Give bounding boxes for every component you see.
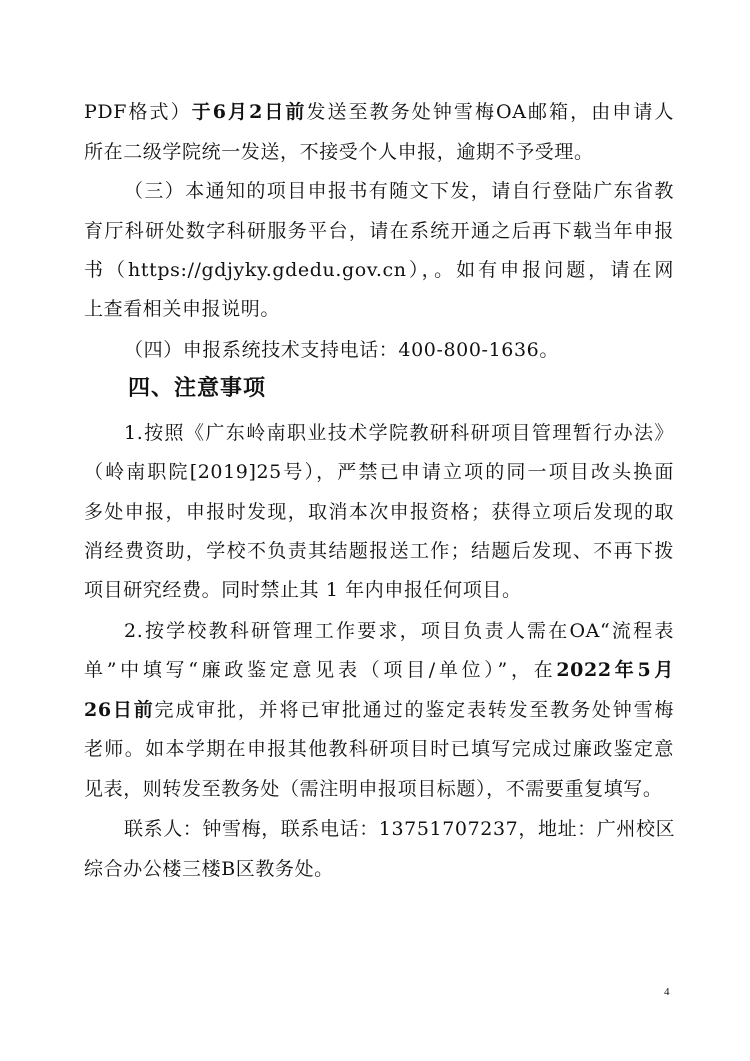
paragraph-line: 育厅科研处数字科研服务平台，请在系统开通之后再下载当年申报 — [84, 220, 674, 242]
bold-deadline: 于6月2日前 — [191, 101, 307, 123]
paragraph-line: 消经费资助，学校不负责其结题报送工作；结题后发现、不再下拨 — [84, 540, 674, 562]
paragraph-line: 上查看相关申报说明。 — [84, 298, 281, 320]
paragraph-line: 书（https://gdjyky.gdedu.gov.cn），。如有申报问题，请在网 — [84, 259, 674, 281]
section-heading: 四、注意事项 — [128, 376, 267, 401]
text-run: PDF格式） — [84, 101, 192, 123]
paragraph-line: 所在二级学院统一发送，不接受个人申报，逾期不予受理。 — [84, 141, 594, 163]
paragraph-line: （四）申报系统技术支持电话：400-800-1636。 — [124, 339, 559, 361]
text-run: 发送至教务处钟雪梅OA邮箱，由申请人 — [306, 101, 674, 123]
paragraph-line: 见表，则转发至教务处（需注明申报项目标题），不需要重复填写。 — [84, 778, 663, 800]
contact-line: 综合办公楼三楼B区教务处。 — [84, 858, 334, 880]
paragraph-line: 项目研究经费。同时禁止其 1 年内申报任何项目。 — [84, 579, 522, 601]
paragraph-line: 1.按照《广东岭南职业技术学院教研科研项目管理暂行办法》 — [124, 422, 674, 444]
paragraph-line: 2.按学校教科研管理工作要求，项目负责人需在OA“流程表 — [124, 620, 674, 642]
page-number: 4 — [664, 986, 670, 998]
bold-deadline: 2022年5月 — [556, 659, 674, 681]
text-run: 单”中填写“廉政鉴定意见表（项目/单位）”，在 — [84, 659, 557, 681]
bold-deadline: 26日前 — [84, 699, 155, 721]
paragraph-line: （岭南职院[2019]25号），严禁已申请立项的同一项目改头换面 — [84, 461, 674, 483]
paragraph-line: 多处申报，申报时发现，取消本次申报资格；获得立项后发现的取 — [84, 501, 674, 523]
contact-line: 联系人：钟雪梅，联系电话：13751707237，地址：广州校区 — [124, 818, 676, 840]
paragraph-line — [84, 100, 674, 124]
paragraph-line: （三）本通知的项目申报书有随文下发，请自行登陆广东省教 — [124, 180, 674, 202]
paragraph-line — [84, 698, 674, 722]
text-run: 完成审批，并将已审批通过的鉴定表转发至教务处钟雪梅 — [154, 699, 674, 721]
paragraph-line: 老师。如本学期在申报其他教科研项目时已填写完成过廉政鉴定意 — [84, 738, 674, 760]
paragraph-line — [84, 658, 674, 682]
